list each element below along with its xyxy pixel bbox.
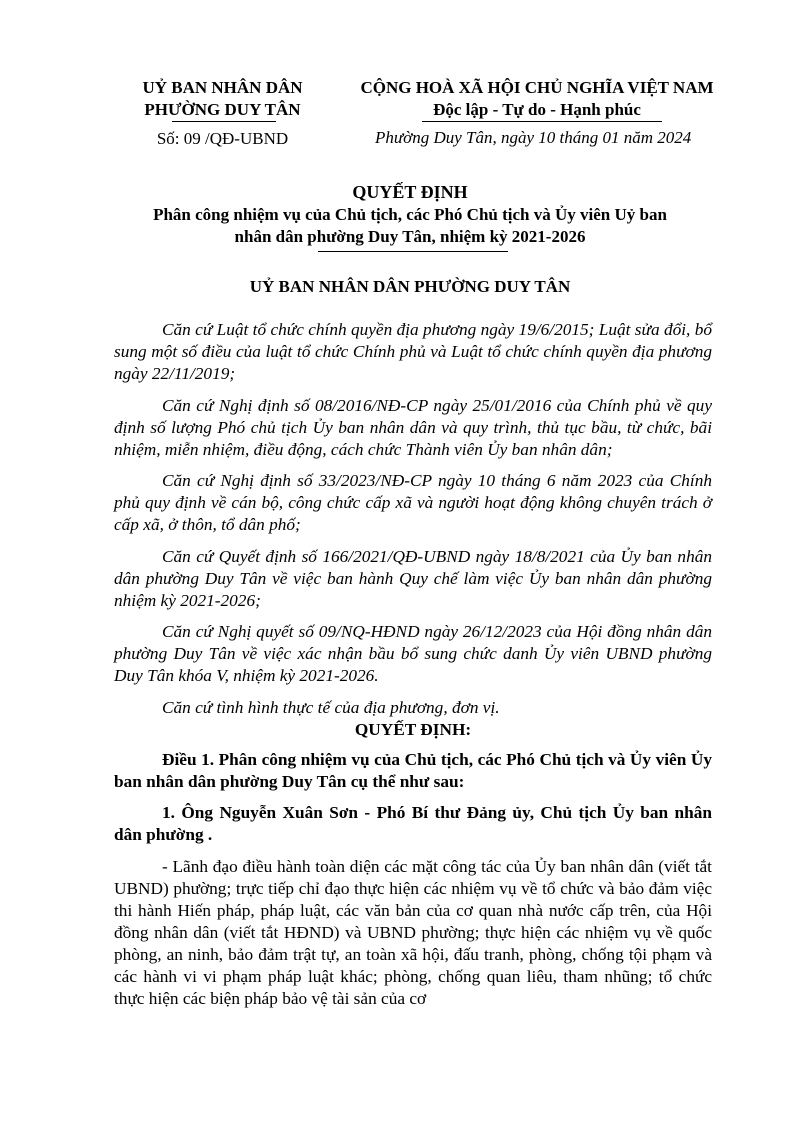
legal-basis-4: Căn cứ Quyết định số 166/2021/QĐ-UBND ngày 18/8/2021 của Ủy ban nhân dân phường Duy Tân về việc ban hành Quy chế làm việc Ủy ban nhân dân phường nhiệm kỳ 2021-2026; [114, 546, 712, 610]
legal-basis-2: Căn cứ Nghị định số 08/2016/NĐ-CP ngày 25/01/2016 của Chính phủ về quy định số lượng Phó chủ tịch Ủy ban nhân dân và quy trình, thủ tục bầu, từ chức, bãi nhiệm, miễn nhiệm, điều động, cách chức Thành viên Ủy ban nhân dân; [114, 395, 712, 459]
nation-name: CỘNG HOÀ XÃ HỘI CHỦ NGHĨA VIỆT NAM [360, 78, 714, 97]
agency-name-line1: UỶ BAN NHÂN DÂN [142, 78, 303, 97]
agency-name-line2: PHƯỜNG DUY TÂN [144, 100, 301, 119]
document-kind: QUYẾT ĐỊNH [352, 182, 468, 202]
document-body [114, 319, 712, 1019]
legal-basis-3: Căn cứ Nghị định số 33/2023/NĐ-CP ngày 10 tháng 6 năm 2023 của Chính phủ quy định về cán bộ, công chức cấp xã và người hoạt động không chuyên trách ở cấp xã, ở thôn, tổ dân phố; [114, 471, 712, 534]
article-1: Điều 1. Phân công nhiệm vụ của Chủ tịch, các Phó Chủ tịch và Ủy viên Ủy ban nhân dân phường Duy Tân cụ thể như sau: [114, 749, 712, 791]
issuing-authority: UỶ BAN NHÂN DÂN PHƯỜNG DUY TÂN [249, 277, 571, 296]
legal-basis-1: Căn cứ Luật tổ chức chính quyền địa phương ngày 19/6/2015; Luật sửa đổi, bổ sung một số điều của luật tổ chức Chính phủ và Luật tổ chức chính quyền địa phương ngày 22/11/2019; [114, 320, 712, 383]
national-motto-block [337, 77, 737, 121]
legal-basis-6: Căn cứ tình hình thực tế của địa phương, đơn vị. [162, 697, 500, 717]
subject-underline [318, 251, 508, 252]
document-subject-line1: Phân công nhiệm vụ của Chủ tịch, các Phó Chủ tịch và Ủy viên Uỷ ban [153, 205, 667, 224]
item-1-heading: 1. Ông Nguyễn Xuân Sơn - Phó Bí thư Đảng ủy, Chủ tịch Ủy ban nhân dân phường . [114, 803, 712, 844]
agency-underline [172, 121, 276, 122]
motto: Độc lập - Tự do - Hạnh phúc [433, 100, 641, 119]
decision-heading: QUYẾT ĐỊNH: [354, 719, 472, 739]
place-and-date: Phường Duy Tân, ngày 10 tháng 01 năm 2024 [375, 128, 692, 147]
document-subject-line2: nhân dân phường Duy Tân, nhiệm kỳ 2021-2026 [234, 227, 586, 246]
legal-basis-5: Căn cứ Nghị quyết số 09/NQ-HĐND ngày 26/12/2023 của Hội đồng nhân dân phường Duy Tân về việc xác nhận bầu bổ sung chức danh Ủy viên UBND phường Duy Tân khóa V, nhiệm kỳ 2021-2026. [114, 622, 712, 685]
document-number: Số: 09 /QĐ-UBND [156, 129, 289, 148]
item-1-text: - Lãnh đạo điều hành toàn diện các mặt công tác của Ủy ban nhân dân (viết tắt UBND) phường; trực tiếp chỉ đạo thực hiện các nhiệm vụ về tổ chức và bảo đảm việc thi hành Hiến pháp, pháp luật, các văn bản của cơ quan nhà nước cấp trên, của Hội đồng nhân dân (viết tắt HĐND) và UBND phường; thực hiện các nhiệm vụ về quốc phòng, an ninh, bảo đảm trật tự, an toàn xã hội, đấu tranh, phòng, chống tội phạm và các hành vi vi phạm pháp luật khác; phòng, chống quan liêu, tham nhũng; tổ chức thực hiện các biện pháp bảo vệ tài sản của cơ [114, 856, 712, 1008]
motto-underline [422, 121, 662, 122]
agency-block [120, 77, 325, 121]
